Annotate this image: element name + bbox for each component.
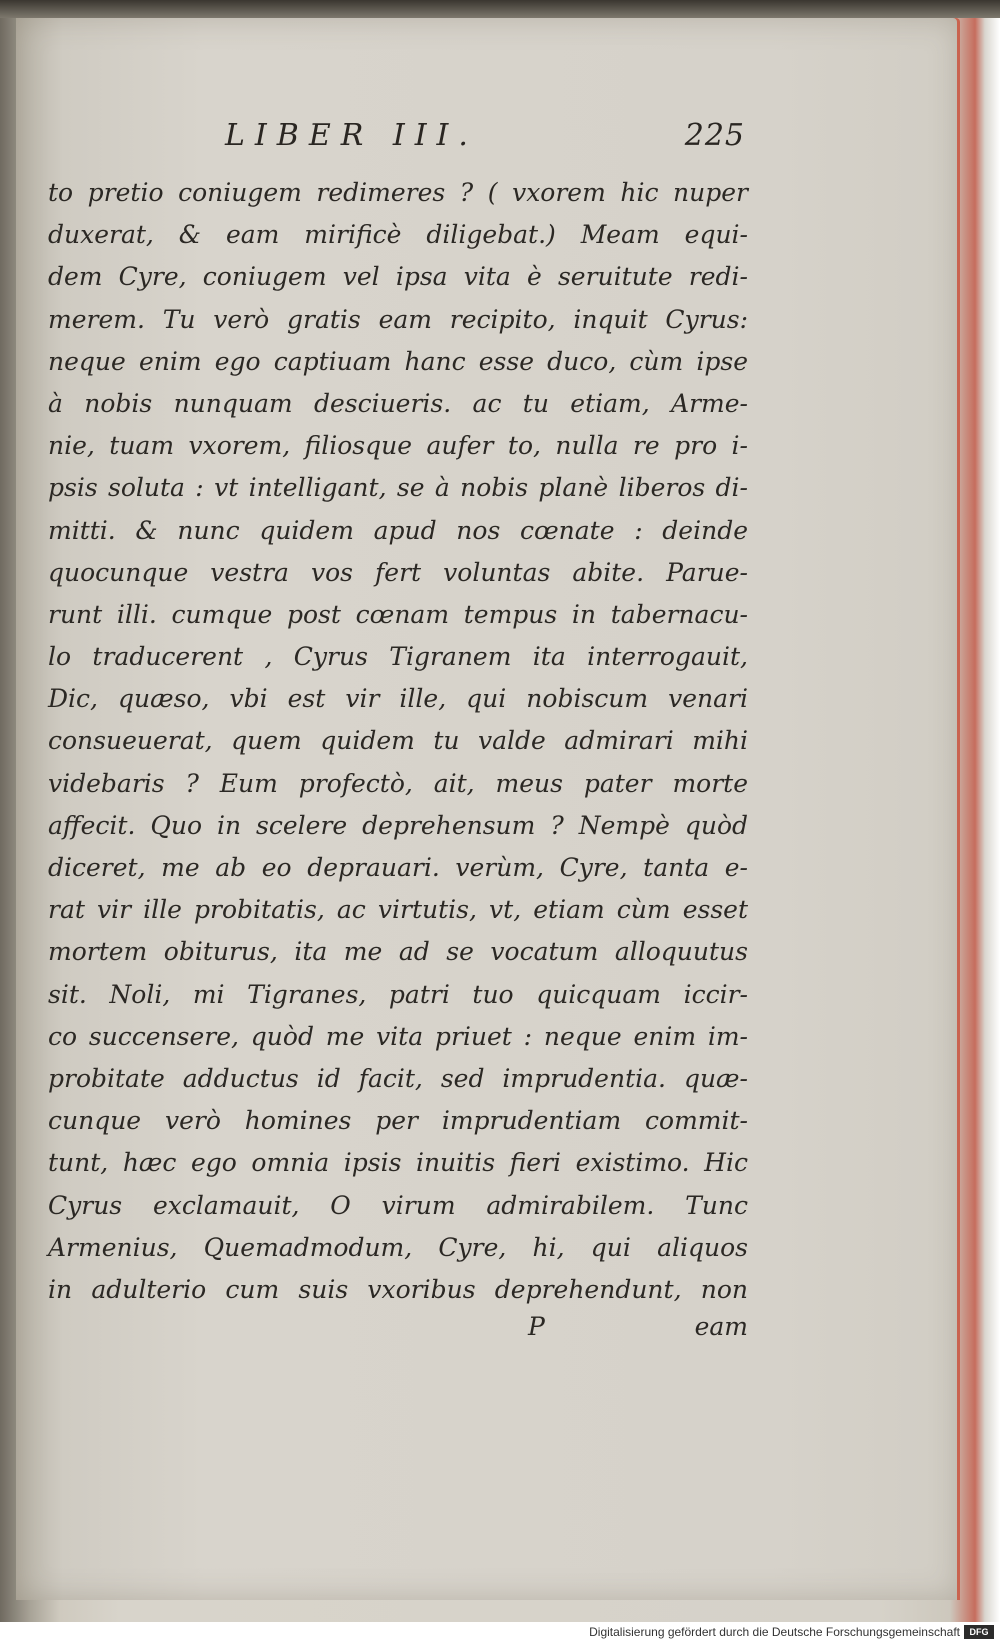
- scan-top-edge: [0, 0, 1000, 18]
- running-head: [225, 118, 745, 158]
- text-line: neque enim ego captiuam hanc esse duco, cùm ipse: [48, 346, 748, 376]
- text-line: Cyrus exclamauit, O virum admirabilem. Tunc: [48, 1190, 748, 1220]
- text-line: à nobis nunquam desciueris. ac tu etiam, Arme-: [48, 388, 748, 418]
- body-text: [48, 172, 748, 1311]
- signature-mark: P: [528, 1312, 545, 1341]
- text-line: affecit. Quo in scelere deprehensum ? Nempè quòd: [48, 810, 748, 840]
- text-line: co succensere, quòd me vita priuet : neque enim im-: [48, 1021, 748, 1051]
- text-line: Dic, quæso, vbi est vir ille, qui nobiscum venari: [48, 684, 748, 714]
- text-line: dem Cyre, coniugem vel ipsa vita è seruitute redi-: [48, 262, 748, 292]
- page-footer: [48, 1312, 748, 1354]
- text-line: diceret, me ab eo deprauari. verùm, Cyre, tanta e-: [48, 853, 748, 882]
- text-line: runt illi. cumque post cœnam tempus in tabernacu-: [48, 599, 748, 629]
- text-line: tunt, hæc ego omnia ipsis inuitis fieri existimo. Hic: [48, 1148, 748, 1178]
- text-line: Armenius, Quemadmodum, Cyre, hi, qui aliquos: [48, 1232, 748, 1262]
- text-line: quocunque vestra vos fert voluntas abite. Parue-: [48, 557, 748, 587]
- running-title: LIBER III.: [225, 118, 478, 153]
- text-line: mortem obiturus, ita me ad se vocatum alloquutus: [48, 937, 748, 967]
- text-line: consueuerat, quem quidem tu valde admirari mihi: [48, 726, 748, 756]
- text-line: to pretio coniugem redimeres ? ( vxorem hic nuper: [48, 178, 748, 207]
- text-line: merem. Tu verò gratis eam recipito, inquit Cyrus:: [48, 304, 748, 334]
- text-line: rat vir ille probitatis, ac virtutis, vt, etiam cùm esset: [48, 895, 748, 925]
- catchword: eam: [694, 1312, 748, 1341]
- text-line: cunque verò homines per imprudentiam commit-: [48, 1106, 748, 1136]
- text-line: in adulterio cum suis vxoribus deprehendunt, non: [48, 1274, 748, 1304]
- text-line: sit. Noli, mi Tigranes, patri tuo quicquam iccir-: [48, 979, 748, 1009]
- text-line: probitate adductus id facit, sed imprudentia. quæ-: [48, 1063, 748, 1093]
- text-line: videbaris ? Eum profectò, ait, meus pater morte: [48, 768, 748, 798]
- text-line: lo traducerent , Cyrus Tigranem ita interrogauit,: [48, 642, 748, 672]
- text-line: mitti. & nunc quidem apud nos cœnate : deinde: [48, 515, 748, 545]
- page-number: 225: [684, 118, 745, 153]
- funding-text: Digitalisierung gefördert durch die Deutsche Forschungsgemeinschaft: [589, 1625, 960, 1639]
- text-line: nie, tuam vxorem, filiosque aufer to, nulla re pro i-: [48, 431, 748, 461]
- dfg-logo-icon: DFG: [964, 1625, 994, 1639]
- text-line: duxerat, & eam mirificè diligebat.) Meam equi-: [48, 220, 748, 250]
- text-line: psis soluta : vt intelligant, se à nobis planè liberos di-: [48, 473, 748, 503]
- funding-bar: [0, 1622, 1000, 1642]
